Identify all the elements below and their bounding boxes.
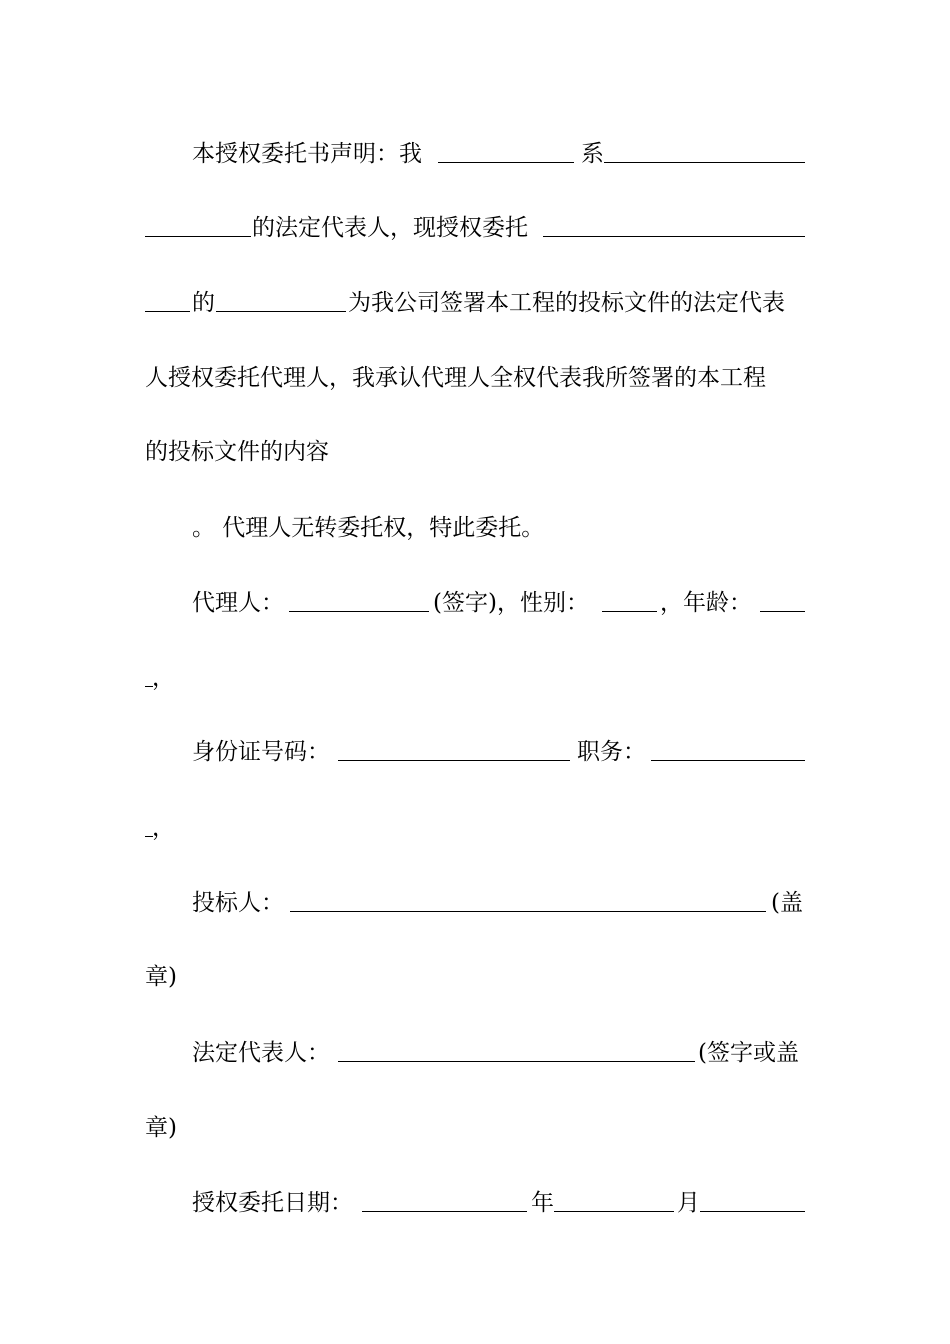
delegate-unit-blank <box>543 236 805 237</box>
authorization-statement-line-2 <box>0 210 950 246</box>
authorization-statement-line-3 <box>0 285 950 321</box>
company-name-blank <box>604 162 805 163</box>
no-sub-delegation-line <box>0 510 950 546</box>
id-number-label: 身份证号码： <box>192 739 330 765</box>
grantor-name-blank <box>438 162 574 163</box>
legal-rep-seal-continuation-line <box>0 1110 950 1146</box>
legal-rep-sign-seal-note: (签字或盖 <box>698 1040 799 1066</box>
gender-blank <box>602 611 657 612</box>
delegate-unit-blank-continued <box>145 311 190 312</box>
possessive-text: 的 <box>192 290 215 316</box>
year-blank <box>362 1211 527 1212</box>
position-trailing-comma: ， <box>152 815 175 841</box>
agent-label: 代理人： <box>192 590 284 616</box>
id-number-blank <box>338 760 570 761</box>
age-trailing-comma: ， <box>152 665 175 691</box>
bidder-blank <box>290 911 766 912</box>
bidder-seal-note-end: 章) <box>145 964 177 990</box>
signature-gender-label: (签字)，性别： <box>433 590 589 616</box>
authorization-statement-line-4 <box>0 360 950 396</box>
day-blank <box>700 1211 805 1212</box>
year-label: 年 <box>531 1190 554 1216</box>
bidder-seal-continuation-line <box>0 959 950 995</box>
bidder-seal-note: (盖 <box>771 890 803 916</box>
id-position-line <box>0 734 950 770</box>
position-continuation-line <box>0 810 950 846</box>
legal-representative-blank <box>338 1061 695 1062</box>
legal-rep-delegation-text: 的法定代表人，现授权委托 <box>252 215 528 241</box>
age-label: ，年龄： <box>660 590 752 616</box>
age-blank <box>760 611 805 612</box>
bid-document-content-text: 的投标文件的内容 <box>145 439 329 465</box>
authorization-acknowledgement-text: 人授权委托代理人，我承认代理人全权代表我所签署的本工程 <box>145 365 766 391</box>
authorization-statement-line-1 <box>0 136 950 172</box>
authorization-date-line <box>0 1185 950 1221</box>
position-blank <box>651 760 805 761</box>
legal-representative-label: 法定代表人： <box>192 1040 330 1066</box>
agent-info-line <box>0 585 950 621</box>
no-sub-delegation-text: 。 代理人无转委托权，特此委托。 <box>192 515 545 541</box>
month-label: 月 <box>677 1190 700 1216</box>
bidder-line <box>0 885 950 921</box>
authorization-statement-line-5 <box>0 434 950 470</box>
signing-scope-text: 为我公司签署本工程的投标文件的法定代表 <box>348 290 785 316</box>
month-blank <box>554 1211 674 1212</box>
position-label: 职务： <box>577 739 646 765</box>
statement-opening: 本授权委托书声明：我 <box>192 141 422 167</box>
authorization-date-label: 授权委托日期： <box>192 1190 353 1216</box>
agent-signature-blank <box>289 611 429 612</box>
legal-representative-line <box>0 1035 950 1071</box>
delegate-name-blank <box>216 311 346 312</box>
relation-text: 系 <box>581 141 604 167</box>
legal-rep-seal-note-end: 章) <box>145 1115 177 1141</box>
age-continuation-line <box>0 660 950 696</box>
company-name-blank-continued <box>145 236 251 237</box>
bidder-label: 投标人： <box>192 890 284 916</box>
